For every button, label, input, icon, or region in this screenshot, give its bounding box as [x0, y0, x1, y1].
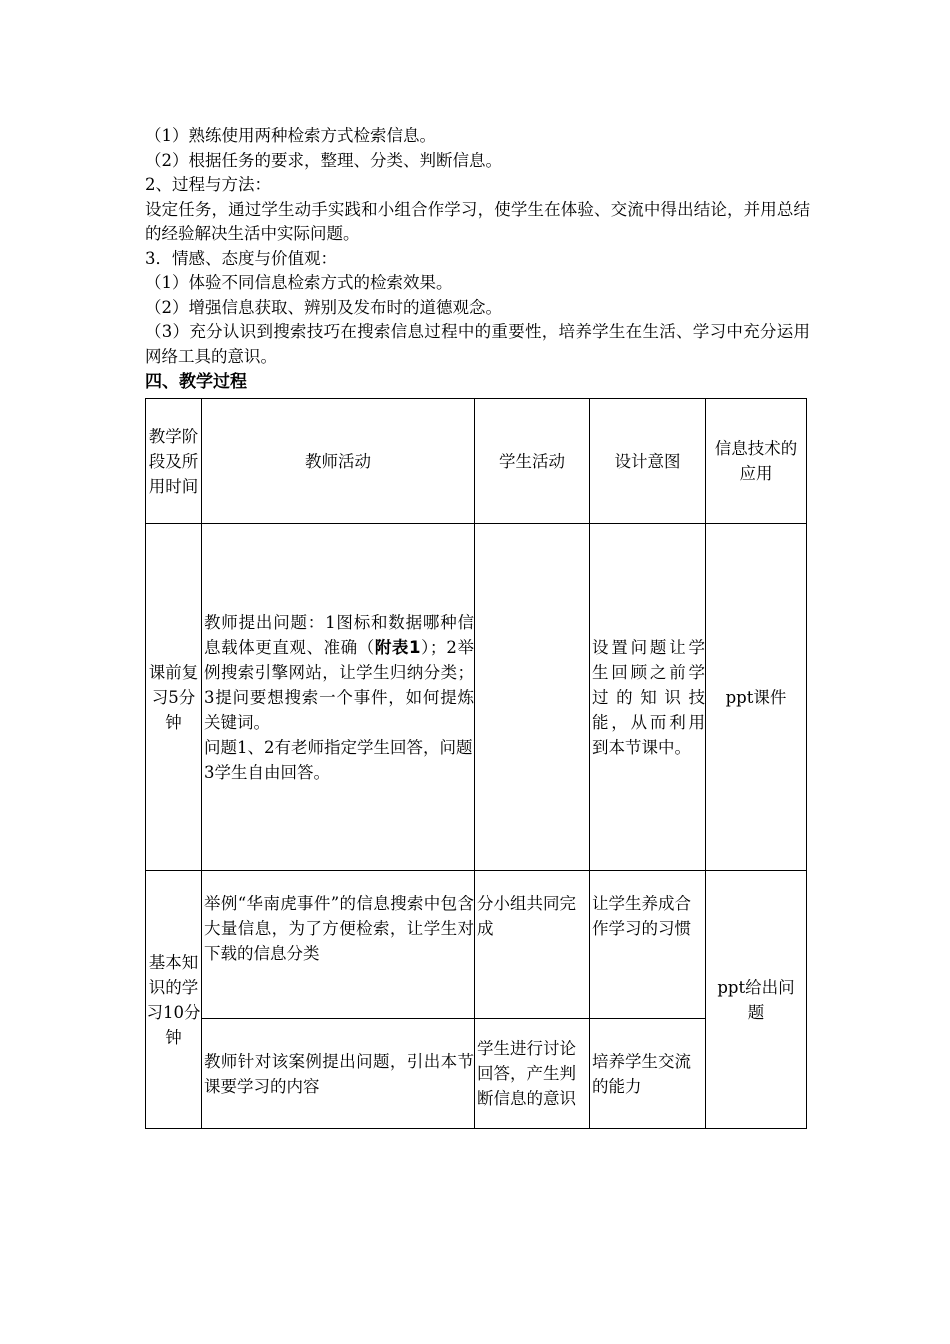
- row2-tech: ppt给出问题: [706, 871, 807, 1129]
- skill-item-2: （2）根据任务的要求，整理、分类、判断信息。: [145, 150, 502, 170]
- row2-intent: 让学生养成合作学习的习惯: [590, 871, 706, 1019]
- skill-item-1: （1）熟练使用两种检索方式检索信息。: [145, 126, 436, 145]
- header-teacher: 教师活动: [202, 399, 475, 524]
- header-intent: 设计意图: [590, 399, 706, 524]
- section-heading: 四、教学过程: [145, 372, 247, 392]
- row3-student: 学生进行讨论回答，产生判断信息的意识: [475, 1019, 590, 1129]
- table-row: [146, 871, 807, 1019]
- row2-student: 分小组共同完成: [475, 871, 590, 1019]
- row1-teacher: 教师提出问题：1图标和数据哪种信息载体更直观、准确（附表1）；2举例搜索引擎网站，让学生归纳分类；3提问要想搜索一个事件，如何提炼关键词。 问题1、2有老师指定学生回答，问题3学生自由回答。: [202, 524, 475, 871]
- header-student: 学生活动: [475, 399, 590, 524]
- row3-teacher: 教师针对该案例提出问题，引出本节课要学习的内容: [202, 1019, 475, 1129]
- table-row: [146, 524, 807, 871]
- row2-stage: 基本知识的学习10分钟: [146, 871, 202, 1129]
- row1-tech: ppt课件: [706, 524, 807, 871]
- row1-intent: 设置问题让学生回顾之前学过的知识技能，从而利用到本节课中。: [590, 524, 706, 871]
- teaching-process-table: [145, 398, 807, 1129]
- row1-student: [475, 524, 590, 871]
- emotion-item-2: （2）增强信息获取、辨别及发布时的道德观念。: [145, 297, 502, 317]
- emotion-item-1: （1）体验不同信息检索方式的检索效果。: [145, 273, 453, 292]
- process-heading: 2、过程与方法：: [145, 175, 271, 194]
- row2-teacher: 举例“华南虎事件”的信息搜索中包含大量信息，为了方便检索，让学生对下载的信息分类: [202, 871, 475, 1019]
- emotion-item-3: （3）充分认识到搜索技巧在搜索信息过程中的重要性，培养学生在生活、学习中充分运用网络工具的意识。: [145, 322, 810, 366]
- emotion-heading: 3．情感、态度与价值观：: [145, 248, 337, 268]
- row1-stage: 课前复习5分钟: [146, 524, 202, 871]
- objectives-section: [145, 124, 810, 395]
- process-text: 设定任务，通过学生动手实践和小组合作学习，使学生在体验、交流中得出结论，并用总结的经验解决生活中实际问题。: [145, 199, 810, 243]
- row3-intent: 培养学生交流的能力: [590, 1019, 706, 1129]
- header-stage: 教学阶段及所用时间: [146, 399, 202, 524]
- table-header-row: [146, 399, 807, 524]
- header-tech: 信息技术的应用: [706, 399, 807, 524]
